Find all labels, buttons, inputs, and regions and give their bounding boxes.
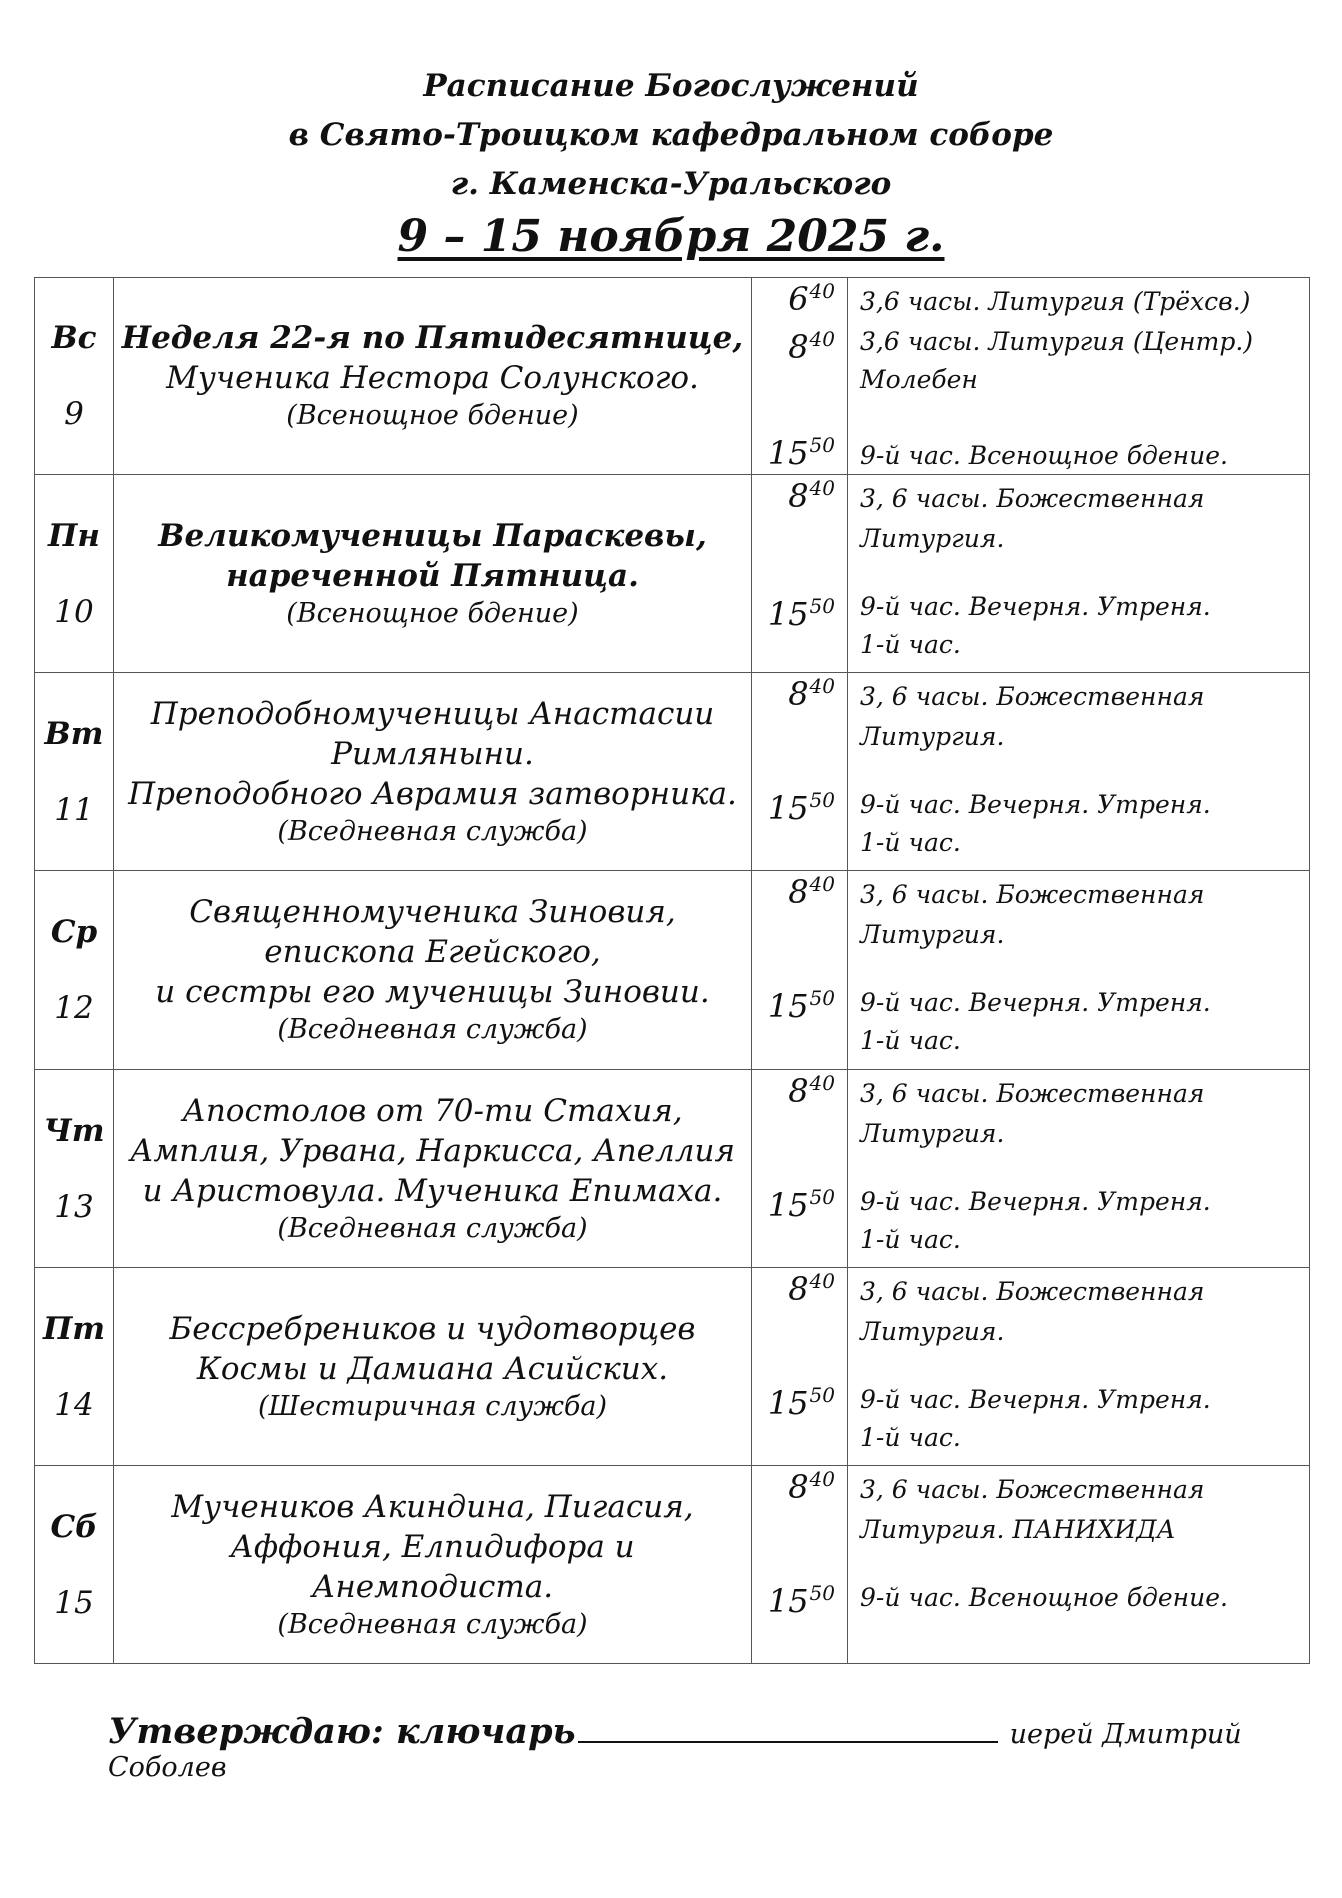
time-minutes: 50 bbox=[809, 1185, 835, 1209]
time-minutes: 50 bbox=[809, 433, 835, 457]
feast-title: и Аристовула. Мученика Епимаха. bbox=[142, 1172, 723, 1209]
services-cell bbox=[848, 871, 1310, 1070]
day-row bbox=[35, 278, 1310, 475]
service-type: (Всенощное бдение) bbox=[286, 597, 579, 629]
time-minutes: 50 bbox=[809, 788, 835, 812]
service-line: 1-й час. bbox=[860, 1423, 961, 1452]
weekday-abbr: Сб bbox=[50, 1508, 98, 1545]
service-time bbox=[788, 327, 835, 368]
feast-title: Амплия, Урвана, Наркисса, Апеллия bbox=[130, 1132, 735, 1169]
service-type: (Вседневная служба) bbox=[277, 815, 588, 847]
day-cell bbox=[35, 1466, 114, 1664]
title-line-3: г. Каменска-Уральского bbox=[450, 166, 892, 202]
date-range: 9 – 15 ноября 2025 г. bbox=[397, 211, 945, 262]
day-row bbox=[35, 871, 1310, 1070]
service-line: 1-й час. bbox=[860, 630, 961, 659]
time-hour: 8 bbox=[788, 477, 809, 515]
weekday-abbr: Пт bbox=[42, 1310, 106, 1347]
title-line-1: Расписание Богослужений bbox=[423, 68, 919, 104]
service-time bbox=[767, 433, 835, 474]
service-line: Молебен bbox=[860, 365, 978, 394]
feast-cell bbox=[114, 1268, 752, 1466]
time-cell bbox=[752, 1268, 848, 1466]
feast-title: Преподобномученицы Анастасии bbox=[150, 695, 715, 732]
feast-title-bold: Неделя 22-я по Пятидесятнице, bbox=[121, 320, 744, 356]
service-time bbox=[767, 1581, 835, 1622]
feast-cell bbox=[114, 475, 752, 673]
time-hour: 15 bbox=[767, 987, 809, 1025]
feast-cell bbox=[114, 278, 752, 475]
time-minutes: 40 bbox=[809, 674, 835, 698]
service-line: Литургия. bbox=[860, 1317, 1005, 1346]
feast-title: Мученика Нестора Солунского. bbox=[166, 360, 699, 396]
feast-title: Мучеников Акиндина, Пигасия, bbox=[171, 1488, 694, 1525]
service-line: 9-й час. Вечерня. Утреня. bbox=[860, 790, 1211, 819]
feast-cell bbox=[114, 1466, 752, 1664]
day-row bbox=[35, 1070, 1310, 1268]
time-minutes: 50 bbox=[809, 1383, 835, 1407]
weekday-abbr: Пн bbox=[48, 517, 100, 554]
services-cell bbox=[848, 475, 1310, 673]
service-line: Литургия. bbox=[860, 722, 1005, 751]
service-line: Литургия. bbox=[860, 524, 1005, 553]
weekday-abbr: Вт bbox=[44, 715, 104, 752]
time-hour: 8 bbox=[788, 675, 809, 713]
signature-line bbox=[578, 1711, 998, 1743]
services-cell bbox=[848, 1070, 1310, 1268]
feast-title: Космы и Дамиана Асийских. bbox=[196, 1350, 669, 1387]
day-cell bbox=[35, 1268, 114, 1466]
service-line: 3,6 часы. Литургия (Центр.) bbox=[860, 327, 1254, 356]
service-type: (Вседневная служба) bbox=[277, 1608, 588, 1640]
time-minutes: 40 bbox=[809, 872, 835, 896]
day-number: 9 bbox=[64, 396, 84, 432]
feast-title: Аффония, Елпидифора и bbox=[230, 1528, 635, 1565]
service-line: 3, 6 часы. Божественная bbox=[860, 484, 1205, 513]
weekday-abbr: Чт bbox=[43, 1112, 105, 1149]
time-hour: 15 bbox=[767, 595, 809, 633]
schedule-table bbox=[34, 277, 1310, 1664]
day-number: 10 bbox=[54, 593, 94, 630]
service-line: Литургия. bbox=[860, 1119, 1005, 1148]
feast-title: и сестры его мученицы Зиновии. bbox=[155, 974, 710, 1010]
time-minutes: 40 bbox=[809, 476, 835, 500]
time-minutes: 50 bbox=[809, 986, 835, 1010]
service-time bbox=[788, 1467, 835, 1508]
day-row bbox=[35, 1466, 1310, 1664]
time-minutes: 50 bbox=[809, 594, 835, 618]
service-line: 9-й час. Всенощное бдение. bbox=[860, 441, 1228, 470]
feast-title: Римляныни. bbox=[331, 735, 534, 772]
time-cell bbox=[752, 278, 848, 475]
day-cell bbox=[35, 673, 114, 871]
time-cell bbox=[752, 1070, 848, 1268]
time-hour: 8 bbox=[788, 328, 809, 366]
service-line: 3, 6 часы. Божественная bbox=[860, 682, 1205, 711]
day-cell bbox=[35, 475, 114, 673]
services-cell bbox=[848, 1268, 1310, 1466]
feast-title: епископа Егейского, bbox=[264, 934, 601, 970]
service-time bbox=[767, 594, 835, 635]
feast-cell bbox=[114, 673, 752, 871]
day-number: 12 bbox=[54, 990, 94, 1026]
service-line: 3, 6 часы. Божественная bbox=[860, 1277, 1205, 1306]
time-hour: 15 bbox=[767, 1384, 809, 1422]
service-type: (Вседневная служба) bbox=[277, 1212, 588, 1244]
service-type: (Шестиричная служба) bbox=[257, 1390, 608, 1422]
approval-footer bbox=[108, 1711, 1308, 1783]
weekday-abbr: Вс bbox=[51, 320, 97, 356]
time-hour: 8 bbox=[788, 1072, 809, 1110]
services-cell bbox=[848, 1466, 1310, 1664]
service-time bbox=[767, 986, 835, 1027]
service-time bbox=[788, 674, 835, 715]
service-line: 1-й час. bbox=[860, 1225, 961, 1254]
day-row bbox=[35, 475, 1310, 673]
time-minutes: 40 bbox=[809, 1467, 835, 1491]
service-time bbox=[767, 1383, 835, 1424]
service-line: 3, 6 часы. Божественная bbox=[860, 880, 1205, 909]
time-cell bbox=[752, 871, 848, 1070]
day-cell bbox=[35, 871, 114, 1070]
service-line: 9-й час. Вечерня. Утреня. bbox=[860, 1187, 1211, 1216]
time-minutes: 40 bbox=[809, 327, 835, 351]
feast-title: Бессребреников и чудотворцев bbox=[169, 1310, 696, 1347]
feast-cell bbox=[114, 871, 752, 1070]
time-minutes: 40 bbox=[809, 279, 835, 303]
service-line: 3,6 часы. Литургия (Трёхсв.) bbox=[860, 287, 1251, 316]
service-line: 3, 6 часы. Божественная bbox=[860, 1475, 1205, 1504]
time-hour: 8 bbox=[788, 873, 809, 911]
day-number: 15 bbox=[54, 1584, 94, 1621]
weekday-abbr: Ср bbox=[50, 914, 98, 950]
time-hour: 15 bbox=[767, 789, 809, 827]
service-line: 9-й час. Вечерня. Утреня. bbox=[860, 592, 1211, 621]
service-time bbox=[788, 476, 835, 517]
service-line: 9-й час. Всенощное бдение. bbox=[860, 1583, 1228, 1612]
services-cell bbox=[848, 278, 1310, 475]
time-cell bbox=[752, 1466, 848, 1664]
document-header bbox=[0, 62, 1342, 265]
service-time bbox=[788, 279, 835, 320]
feast-title: Апостолов от 70-ти Стахия, bbox=[182, 1092, 683, 1129]
service-type: (Всенощное бдение) bbox=[286, 400, 579, 431]
time-hour: 8 bbox=[788, 1270, 809, 1308]
service-time bbox=[788, 872, 835, 913]
service-line: 1-й час. bbox=[860, 828, 961, 857]
approval-label: Утверждаю: ключарь bbox=[108, 1711, 576, 1752]
day-cell bbox=[35, 1070, 114, 1268]
service-line: 9-й час. Вечерня. Утреня. bbox=[860, 1385, 1211, 1414]
time-hour: 15 bbox=[767, 434, 809, 472]
day-cell bbox=[35, 278, 114, 475]
feast-title-bold: Великомученицы Параскевы, bbox=[158, 517, 707, 554]
time-cell bbox=[752, 673, 848, 871]
time-cell bbox=[752, 475, 848, 673]
day-number: 11 bbox=[54, 791, 94, 828]
feast-cell bbox=[114, 1070, 752, 1268]
time-hour: 8 bbox=[788, 1468, 809, 1506]
time-minutes: 40 bbox=[809, 1071, 835, 1095]
time-hour: 15 bbox=[767, 1186, 809, 1224]
day-row bbox=[35, 1268, 1310, 1466]
feast-title-bold: нареченной Пятница. bbox=[226, 557, 639, 594]
title-line-2: в Свято-Троицком кафедральном соборе bbox=[288, 117, 1054, 153]
feast-title: Преподобного Аврамия затворника. bbox=[128, 775, 737, 812]
service-type: (Вседневная служба) bbox=[277, 1014, 588, 1045]
feast-title: Анемподиста. bbox=[311, 1568, 554, 1605]
time-hour: 15 bbox=[767, 1582, 809, 1620]
services-cell bbox=[848, 673, 1310, 871]
service-line: Литургия. bbox=[860, 920, 1005, 949]
service-time bbox=[788, 1071, 835, 1112]
service-line: 9-й час. Вечерня. Утреня. bbox=[860, 988, 1211, 1017]
day-row bbox=[35, 673, 1310, 871]
service-time bbox=[788, 1269, 835, 1310]
service-line: 3, 6 часы. Божественная bbox=[860, 1079, 1205, 1108]
service-time bbox=[767, 1185, 835, 1226]
time-minutes: 50 bbox=[809, 1581, 835, 1605]
day-number: 14 bbox=[54, 1386, 94, 1423]
service-time bbox=[767, 788, 835, 829]
priest-name: иерей Дмитрий Соболев bbox=[108, 1719, 1242, 1783]
time-hour: 6 bbox=[788, 280, 809, 318]
feast-title: Священномученика Зиновия, bbox=[189, 894, 676, 930]
service-line: Литургия. ПАНИХИДА bbox=[860, 1515, 1176, 1544]
time-minutes: 40 bbox=[809, 1269, 835, 1293]
day-number: 13 bbox=[54, 1188, 94, 1225]
service-line: 1-й час. bbox=[860, 1026, 961, 1055]
